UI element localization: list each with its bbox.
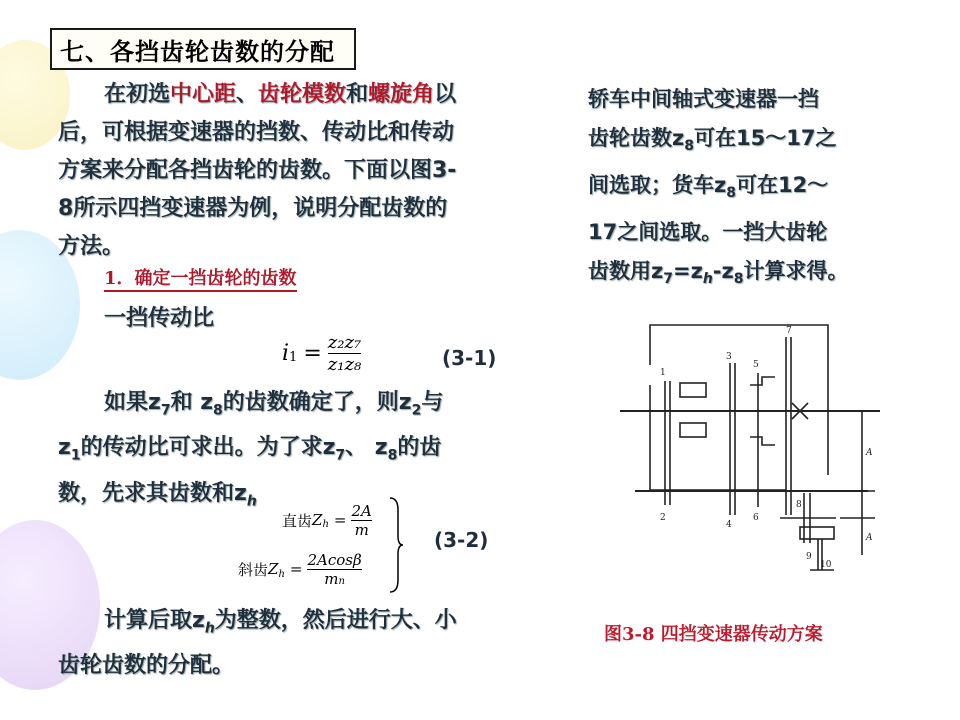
equation-3-1: i 1 = $\frac{\text{z₂z₇}}{\text{z₁z₈}}$: [282, 332, 362, 375]
diagram-label: 1: [660, 368, 666, 378]
para3-line: 齿轮齿数的分配。: [58, 653, 235, 679]
text: 齿轮齿数z: [588, 126, 685, 150]
diagram-label: 5: [753, 360, 759, 370]
eq2-numerator: 2Acosβ: [307, 550, 362, 569]
diagram-label: 2: [660, 513, 666, 523]
right-line: 17之间选取。一挡大齿轮: [588, 220, 828, 245]
diagram-label: 6: [753, 513, 759, 523]
intro-paragraph: [58, 76, 558, 266]
eq1-numerator: z₂z₇: [327, 332, 362, 353]
subscript: h: [246, 493, 257, 510]
text: 如果z: [104, 390, 161, 415]
eq2-label: 直齿: [282, 511, 313, 530]
diagram-label: 10: [820, 560, 832, 570]
paragraph-3: [58, 602, 558, 685]
subscript: 8: [684, 138, 694, 155]
diagram-label: A: [866, 448, 873, 458]
text: 计算求得。: [743, 259, 849, 284]
eq2-label: 斜齿: [238, 560, 269, 579]
eq2-row-helical: 斜齿 Z h = $\frac{2Acos\beta}{mn}$: [238, 550, 362, 588]
eq2-brace: [388, 496, 404, 594]
eq2-sub: h: [322, 519, 329, 530]
diagram-label: 8: [796, 500, 802, 510]
eq2-lhs: Z: [312, 511, 323, 529]
eq2-row-straight: 直齿 Z h = $\frac{2A}{m}$: [282, 501, 372, 539]
intro-line: 后，可根据变速器的挡数、传动比和传动: [58, 120, 455, 145]
intro-line: 8所示四挡变速器为例，说明分配齿数的: [58, 196, 448, 221]
eq2-denominator: m: [324, 569, 339, 588]
term-gear-module: 齿轮模数: [258, 82, 347, 107]
figure-caption: 图3-8 四挡变速器传动方案: [604, 624, 823, 645]
eq1-fraction: [328, 332, 361, 375]
text: -z: [712, 259, 734, 284]
diagram-label: 3: [726, 352, 732, 362]
section-title-box: [50, 28, 356, 70]
subscript: 7: [160, 402, 171, 419]
subscript: h: [204, 620, 215, 637]
gearbox-diagram: [600, 315, 900, 600]
eq2-sub: h: [278, 569, 285, 580]
subheading: 1．确定一挡齿轮的齿数: [104, 264, 297, 292]
subscript: 8: [726, 185, 736, 202]
eq1-number: (3-1): [442, 346, 497, 370]
eq2-denominator-sub: n: [338, 575, 345, 587]
right-line: [588, 166, 928, 213]
eq1-lhs-sub: 1: [289, 350, 298, 365]
text: 、: [236, 82, 259, 107]
term-helix-angle: 螺旋角: [368, 82, 435, 107]
eq2-lhs: Z: [268, 560, 279, 578]
text: 在初选: [104, 82, 171, 107]
text: 数，先求其齿数和z: [58, 480, 247, 506]
eq2-denominator: m: [354, 520, 369, 539]
diagram-label: 4: [726, 520, 732, 530]
right-paragraph: [588, 80, 928, 300]
right-line: [588, 252, 928, 299]
text: 计算后取z: [104, 608, 205, 633]
right-line: 轿车中间轴式变速器一挡: [588, 87, 819, 111]
ratio-label: 一挡传动比: [104, 306, 215, 331]
eq1-denominator: z₁z₈: [327, 354, 362, 375]
text: 齿数用z: [588, 259, 664, 284]
diagram-label: 9: [806, 552, 812, 562]
text: 、 z: [345, 435, 388, 461]
text: 的传动比可求出。为了求z: [80, 435, 336, 461]
subscript: 8: [733, 271, 744, 288]
subscript: h: [702, 271, 713, 288]
subscript: 2: [411, 402, 422, 419]
subscript: 8: [387, 447, 398, 464]
para2-line: [58, 384, 558, 429]
subscript: 7: [335, 447, 346, 464]
para2-line: [58, 429, 558, 474]
diagram-label: 7: [786, 326, 792, 336]
right-line: [588, 119, 928, 166]
subscript: 7: [663, 271, 673, 288]
text: 和: [346, 82, 369, 107]
equation-3-2: [238, 496, 372, 594]
text: =z: [672, 259, 703, 284]
section-title: 七、各挡齿轮齿数的分配: [60, 36, 335, 66]
eq1-lhs: i: [282, 341, 290, 366]
text: 以: [434, 82, 457, 107]
eq2-fraction: [351, 502, 371, 539]
text: 间选取；货车z: [588, 173, 727, 198]
eq2-numerator: 2A: [351, 501, 372, 520]
text: z: [58, 435, 71, 461]
intro-line: 方案来分配各挡齿轮的齿数。下面以图3-: [58, 158, 457, 183]
para3-line: [58, 602, 558, 647]
text: 可在12～: [735, 173, 829, 198]
text: 与: [421, 390, 444, 415]
eq2-fraction: [307, 551, 361, 588]
intro-line: 方法。: [58, 234, 125, 259]
eq2-number: (3-2): [434, 528, 489, 552]
subscript: 1: [70, 447, 81, 464]
text: 为整数，然后进行大、小: [214, 608, 457, 633]
text: 的齿: [397, 435, 442, 461]
term-center-distance: 中心距: [170, 82, 237, 107]
diagram-label: A: [866, 533, 873, 543]
text: 的齿数确定了，则z: [222, 390, 412, 415]
text: 可在15～17之: [693, 126, 837, 150]
text: 和 z: [170, 390, 214, 415]
intro-line: [58, 76, 558, 114]
subscript: 8: [213, 402, 223, 419]
